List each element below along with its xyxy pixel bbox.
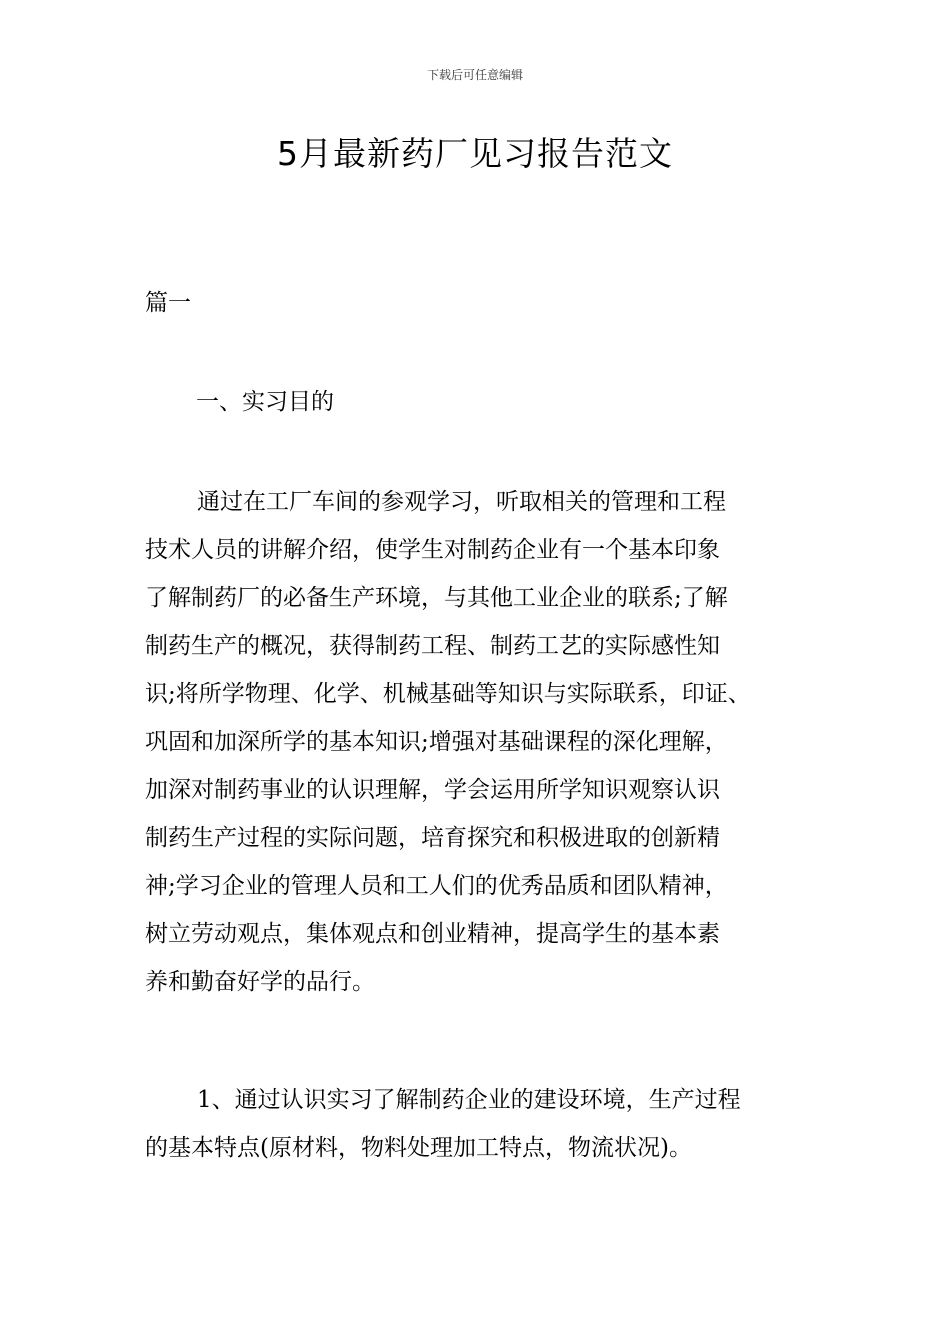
paragraph-line: 养和勤奋好学的品行。 [145,969,375,995]
paragraph-line: 制药生产的概况，获得制药工程、制药工艺的实际感性知 [145,633,720,659]
paragraph-line: 加深对制药事业的认识理解，学会运用所学知识观察认识 [145,777,720,803]
paragraph-line: 识;将所学物理、化学、机械基础等知识与实际联系，印证、 [145,681,751,707]
header-note: 下载后可任意编辑 [426,68,523,82]
item-line: 的基本特点(原材料，物料处理加工特点，物流状况)。 [145,1135,692,1161]
section-heading: 一、实习目的 [196,389,334,415]
document-title: 5月最新药厂见习报告范文 [277,134,673,173]
paragraph-line: 制药生产过程的实际问题，培育探究和积极进取的创新精 [145,825,720,851]
item-line: 1、通过认识实习了解制药企业的建设环境，生产过程 [197,1087,741,1113]
paragraph-line: 通过在工厂车间的参观学习，听取相关的管理和工程 [197,489,726,515]
paragraph-line: 神;学习企业的管理人员和工人们的优秀品质和团队精神， [145,873,728,899]
paragraph-line: 巩固和加深所学的基本知识;增强对基础课程的深化理解， [145,729,728,755]
paragraph-line: 树立劳动观点，集体观点和创业精神，提高学生的基本素 [145,921,720,947]
purpose-paragraph [145,478,815,1006]
paragraph-line: 技术人员的讲解介绍，使学生对制药企业有一个基本印象 [145,537,720,563]
item-paragraph [145,1076,815,1172]
paragraph-line: 了解制药厂的必备生产环境，与其他工业企业的联系;了解 [145,585,728,611]
section-label: 篇一 [145,290,191,316]
